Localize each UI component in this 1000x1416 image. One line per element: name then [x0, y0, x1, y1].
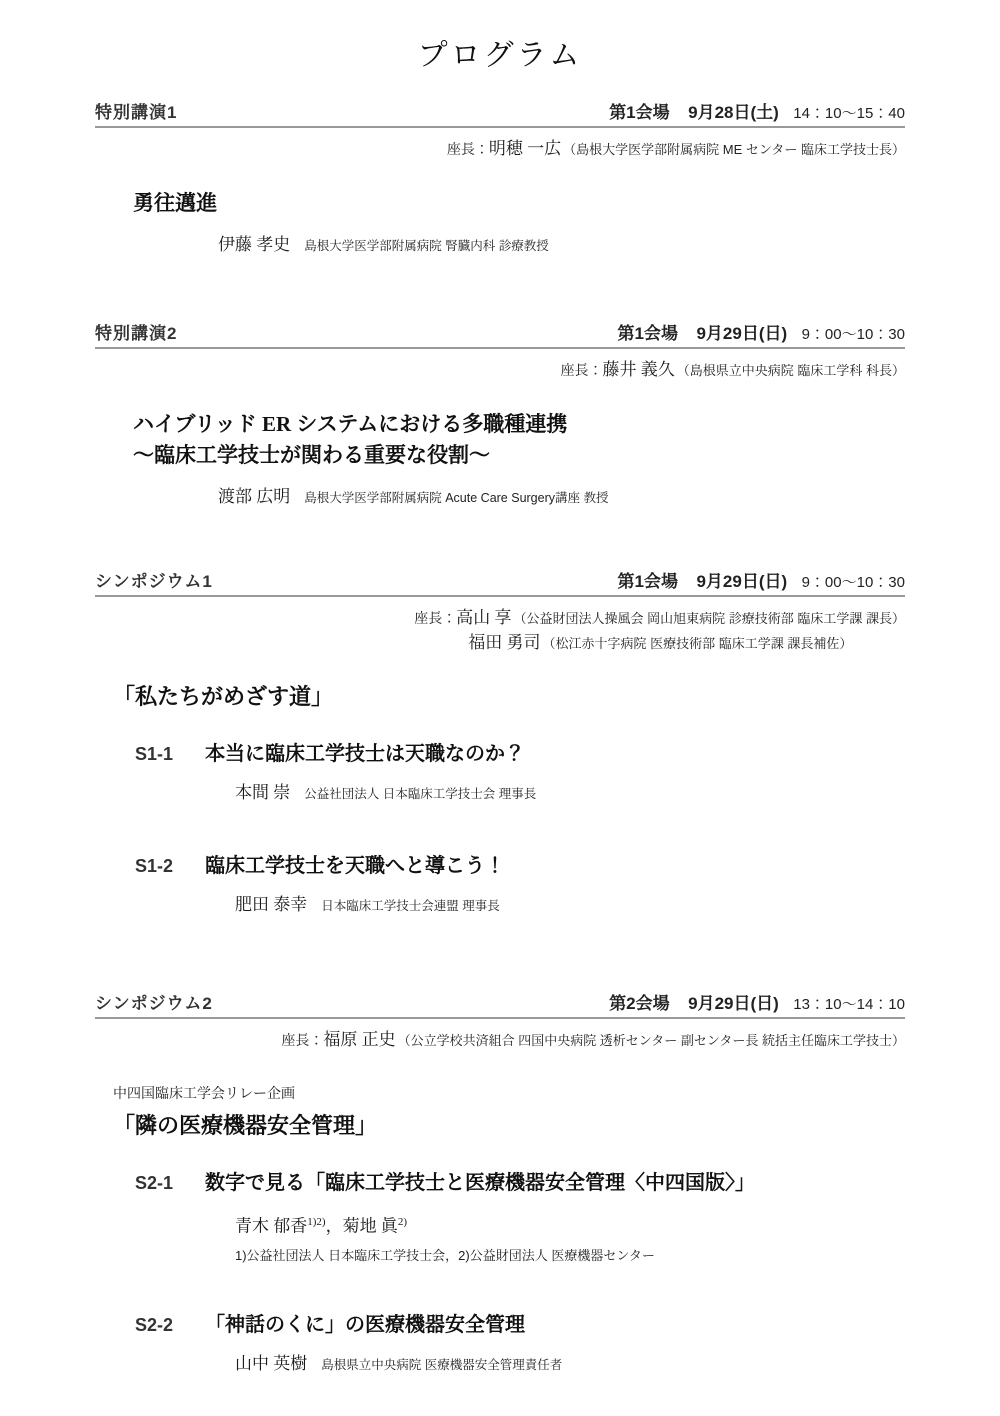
section-label: 特別講演1	[95, 103, 178, 122]
talk-row	[135, 1166, 905, 1195]
chair-line	[414, 606, 905, 631]
section-venue-datetime	[609, 989, 905, 1014]
program-document	[0, 30, 1000, 1416]
talk-row	[135, 737, 905, 766]
talk-title: 臨床工学技士を天職へと導こう！	[205, 855, 505, 878]
section-venue-datetime	[618, 567, 905, 592]
section-header	[95, 567, 905, 597]
talk-code: S2-2	[135, 1314, 174, 1335]
section-venue-datetime	[618, 319, 905, 344]
chair-affiliation: （島根県立中央病院 臨床工学科 科長）	[676, 363, 905, 379]
time: 9：00～10：30	[801, 574, 905, 592]
speaker-name: 山中 英樹	[235, 1353, 308, 1373]
speaker-affiliation: 島根県立中央病院 医療機器安全管理責任者	[321, 1357, 563, 1372]
section-label: 特別講演2	[95, 324, 178, 344]
chair-row	[95, 358, 905, 383]
affiliation-footnote: 1)公益社団法人 日本臨床工学技士会，2)公益財団法人 医療機器センター	[235, 1247, 655, 1263]
chair-name: 明穂 一広	[488, 139, 562, 158]
chair-row	[95, 1028, 905, 1053]
lecture-title-line-1: ハイブリッド ER システムにおける多職種連携	[133, 412, 568, 437]
speaker-separator: ，	[325, 1216, 343, 1236]
venue: 第1会場	[609, 103, 670, 122]
page-title: プログラム	[417, 39, 583, 72]
talk-row	[135, 1308, 905, 1337]
time: 9：00～10：30	[801, 326, 905, 344]
date: 9月29日(日)	[688, 994, 779, 1014]
section-header	[95, 98, 905, 128]
chair-affiliation: （島根大学医学部附属病院 ME センター 臨床工学技士長）	[563, 142, 905, 157]
venue: 第1会場	[617, 324, 678, 344]
speaker-name: 渡部 広明	[218, 487, 291, 507]
section-venue-datetime	[609, 98, 905, 123]
symposium-theme: 「隣の医療機器安全管理」	[113, 1113, 378, 1139]
section-header	[95, 319, 905, 349]
chair-affiliation: （公益財団法人操風会 岡山旭東病院 診療技術部 臨床工学課 課長）	[513, 611, 905, 627]
chair-prefix: 座長：	[560, 362, 603, 379]
speaker-affiliation: 日本臨床工学技士会連盟 理事長	[321, 899, 500, 914]
speaker-superscript: 2)	[397, 1216, 407, 1229]
speaker-row	[218, 486, 905, 509]
chair-line	[414, 631, 905, 656]
chair-line	[281, 1028, 905, 1053]
lecture-title-line-2: ～臨床工学技士が関わる重要な役割～	[133, 442, 490, 467]
talk-code: S1-2	[135, 856, 174, 877]
date: 9月29日(日)	[696, 324, 788, 344]
speaker-affiliation: 公益社団法人 日本臨床工学技士会 理事長	[304, 787, 537, 802]
speaker-name: 伊藤 孝史	[218, 235, 291, 255]
chair-row	[95, 137, 905, 162]
talk-title: 「神話のくに」の医療機器安全管理	[205, 1313, 525, 1336]
section-header	[95, 989, 905, 1019]
speaker-row	[235, 894, 905, 917]
chair-prefix: 座長：	[414, 610, 457, 627]
venue: 第1会場	[617, 572, 678, 592]
chair-line	[447, 137, 905, 162]
chair-prefix: 座長：	[281, 1032, 324, 1049]
section-special-lecture-1	[95, 98, 905, 257]
chair-name: 藤井 義久	[602, 360, 675, 380]
speaker-row	[235, 782, 905, 805]
speaker-name: 本間 崇	[235, 783, 291, 803]
speaker-affiliation: 島根大学医学部附属病院 Acute Care Surgery講座 教授	[304, 491, 609, 506]
lecture-title	[133, 409, 905, 470]
speakers-row	[235, 1211, 905, 1238]
lecture-title: 勇往邁進	[133, 191, 217, 215]
talk-code: S2-1	[135, 1173, 174, 1194]
section-symposium-1	[95, 567, 905, 917]
chair-affiliation: （公立学校共済組合 四国中央病院 透析センター 副センター長 統括主任臨床工学技士）	[397, 1033, 905, 1049]
chair-rows	[95, 606, 905, 656]
chair-line	[561, 358, 905, 383]
chair-prefix: 座長：	[446, 141, 489, 157]
section-label: シンポジウム1	[95, 572, 213, 592]
chair-affiliation: （松江赤十字病院 医療技術部 臨床工学課 課長補佐）	[542, 636, 853, 652]
chair-name: 福原 正史	[323, 1030, 396, 1050]
talk-row	[135, 849, 905, 878]
talk-code: S1-1	[135, 744, 174, 765]
date: 9月29日(日)	[696, 572, 788, 592]
date: 9月28日(土)	[688, 103, 779, 122]
symposium-theme: 「私たちがめざす道」	[113, 684, 334, 710]
speaker-name: 青木 郁香	[235, 1216, 308, 1236]
section-special-lecture-2	[95, 319, 905, 509]
chair-name: 高山 享	[456, 608, 512, 628]
venue: 第2会場	[609, 994, 670, 1014]
speaker-affiliation: 島根大学医学部附属病院 腎臓内科 診療教授	[304, 239, 549, 254]
speaker-name: 肥田 泰幸	[235, 895, 308, 915]
section-symposium-2	[95, 989, 905, 1375]
time: 14：10～15：40	[793, 105, 905, 122]
speaker-superscript: 1)2)	[307, 1216, 326, 1229]
series-note: 中四国臨床工学会リレー企画	[113, 1085, 295, 1102]
time: 13：10～14：10	[793, 996, 905, 1014]
talk-title: 数字で見る「臨床工学技士と医療機器安全管理〈中四国版〉」	[205, 1172, 755, 1195]
speaker-name: 菊地 眞	[342, 1216, 398, 1236]
chair-name: 福田 勇司	[468, 633, 541, 653]
speaker-row	[235, 1353, 905, 1376]
section-label: シンポジウム2	[95, 994, 213, 1014]
speaker-row	[218, 234, 905, 257]
talk-title: 本当に臨床工学技士は天職なのか？	[205, 743, 525, 766]
